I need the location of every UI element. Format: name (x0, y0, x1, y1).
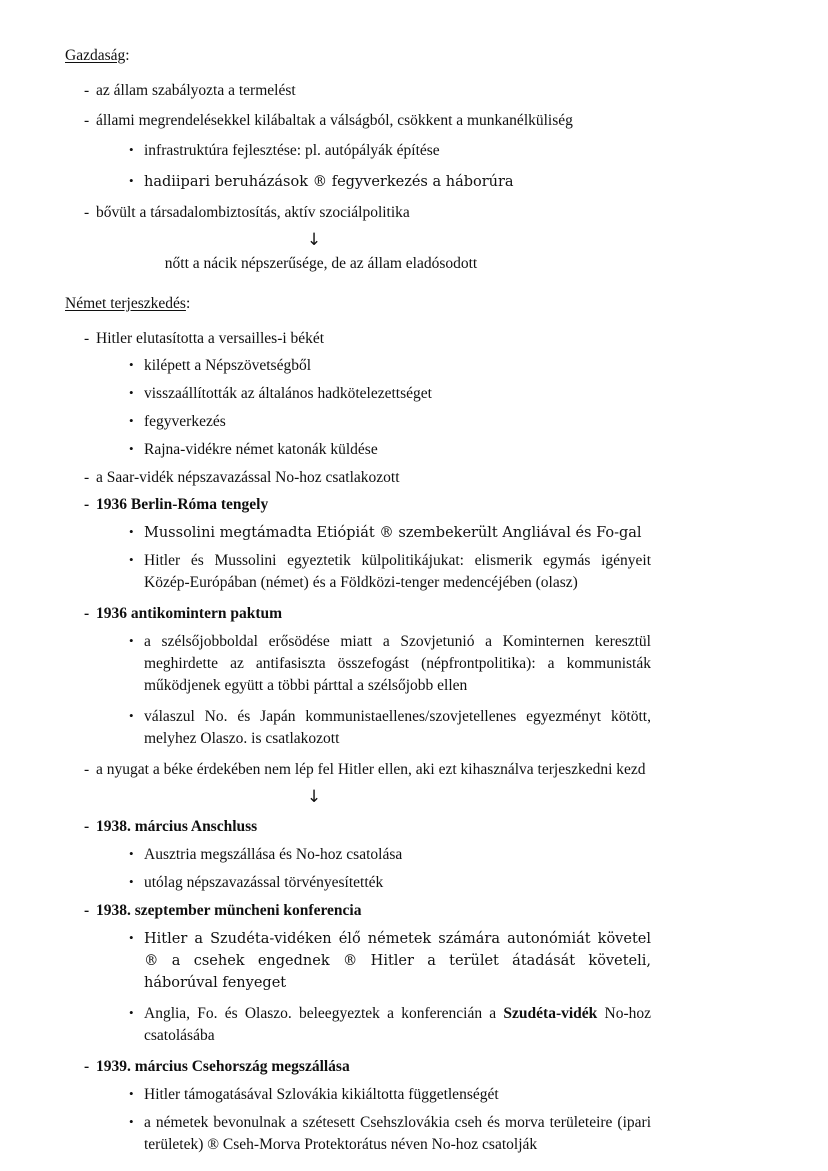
list-item-text: a szélsőjobboldal erősödése miatt a Szovjetunió a Kominternen keresztül meghirdette az antifasiszta összefogást (népfrontpolitika): a kommunisták működjenek együtt a többi párttal a szélsőjobb ellen (144, 633, 651, 694)
bullet-marker: • (129, 1114, 134, 1129)
bullet-marker: • (129, 357, 134, 372)
list-item-text: fegyverkezés (144, 413, 226, 430)
flow-arrow (65, 789, 651, 806)
section-heading-text: Gazdaság (65, 47, 126, 64)
bullet-marker: • (129, 1005, 134, 1020)
flow-arrow (65, 232, 651, 249)
list-item-heading (65, 1056, 651, 1077)
list-item-text: 1936 Berlin-Róma tengely (96, 496, 269, 513)
list-item-text: a nyugat a béke érdekében nem lép fel Hitler ellen, aki ezt kihasználva terjeszkedni kezd (96, 761, 646, 778)
list-item (65, 383, 651, 405)
bullet-marker: • (129, 930, 134, 945)
bullet-marker: • (129, 173, 134, 188)
list-item-text: 1938. március Anschluss (96, 818, 258, 835)
list-item (65, 706, 651, 750)
bullet-marker: • (129, 552, 134, 567)
bullet-marker: • (129, 524, 134, 539)
list-item (65, 355, 651, 377)
list-item-text-emphasis: Szudéta-vidék (503, 1005, 598, 1022)
list-item-text: visszaállították az általános hadkötelezettséget (144, 385, 432, 402)
dash-marker: - (84, 112, 90, 129)
list-item-text: válaszul No. és Japán kommunistaellenes/szovjetellenes egyezményt kötött, melyhez Olaszo. is csatlakozott (144, 708, 651, 747)
list-item-text: 1938. szeptember müncheni konferencia (96, 902, 362, 919)
dash-marker: - (84, 469, 90, 486)
list-item-text-pre: Anglia, Fo. és Olaszo. beleegyeztek a konferencián a (144, 1005, 504, 1022)
list-item (65, 844, 651, 866)
dash-marker: - (84, 82, 90, 99)
list-item (65, 522, 651, 544)
list-item (65, 171, 651, 193)
list-item (65, 1084, 651, 1106)
list-item-text: Hitler támogatásával Szlovákia kikiáltotta függetlenségét (144, 1086, 499, 1103)
bullet-marker: • (129, 846, 134, 861)
list-item (65, 411, 651, 433)
list-item-text: 1936 antikomintern paktum (96, 605, 283, 622)
list-item-text: a Saar-vidék népszavazással No-hoz csatlakozott (96, 469, 400, 486)
list-item (65, 439, 651, 461)
list-item (65, 631, 651, 697)
bullet-marker: • (129, 1086, 134, 1101)
dash-marker: - (84, 902, 90, 919)
list-item (65, 202, 651, 223)
down-arrow-icon: ↓ (306, 230, 322, 250)
list-item-text: Mussolini megtámadta Etiópiát ® szembekerült Angliával és Fo-gal (144, 525, 642, 541)
list-item (65, 1112, 651, 1156)
list-item-text: Hitler a Szudéta-vidéken élő németek számára autonómiát követel ® a csehek engednek ® Hitler a terület átadását követeli, háborúval fenyeget (144, 931, 651, 991)
list-item-text: a németek bevonulnak a szétesett Csehszlovákia cseh és morva területeire (ipari területek) ® Cseh-Morva Protektorátus néven No-hoz csatolják (144, 1114, 651, 1153)
section-heading-nemet-terjeszkedes (65, 294, 651, 314)
down-arrow-icon: ↓ (306, 787, 322, 807)
dash-marker: - (84, 1058, 90, 1075)
list-item (65, 328, 651, 349)
bullet-marker: • (129, 142, 134, 157)
list-item-heading (65, 494, 651, 515)
dash-marker: - (84, 496, 90, 513)
list-item-text: az állam szabályozta a termelést (96, 82, 296, 99)
section-conclusion: nőtt a nácik népszerűsége, de az állam eladósodott (164, 255, 478, 272)
dash-marker: - (84, 818, 90, 835)
list-item-text: kilépett a Népszövetségből (144, 357, 312, 374)
list-item-text: Hitler elutasította a versailles-i békét (96, 330, 325, 347)
dash-marker: - (84, 330, 90, 347)
list-item-text: utólag népszavazással törvényesítették (144, 874, 384, 891)
section-heading-colon: : (125, 47, 130, 64)
list-item (65, 550, 651, 594)
list-item-text: Rajna-vidékre német katonák küldése (144, 441, 378, 458)
bullet-marker: • (129, 441, 134, 456)
bullet-marker: • (129, 413, 134, 428)
document-content (65, 46, 651, 1165)
list-item (65, 80, 651, 101)
list-item (65, 140, 651, 162)
list-item (65, 759, 651, 780)
list-item-text: infrastruktúra fejlesztése: pl. autópályák építése (144, 142, 440, 159)
list-item (65, 1003, 651, 1047)
bullet-marker: • (129, 874, 134, 889)
list-item-text: 1939. március Csehország megszállása (96, 1058, 350, 1075)
dash-marker: - (84, 605, 90, 622)
list-item-heading (65, 900, 651, 921)
list-item-heading (65, 603, 651, 624)
dash-marker: - (84, 204, 90, 221)
section-heading-gazdasag (65, 46, 651, 66)
list-item (65, 110, 651, 131)
bullet-marker: • (129, 708, 134, 723)
list-item-text: állami megrendelésekkel kilábaltak a válságból, csökkent a munkanélküliség (96, 112, 573, 129)
list-item-text-post: No-hoz csatolásába (144, 1005, 651, 1044)
list-item-text: Hitler és Mussolini egyeztetik külpolitikájukat: elismerik egymás igényeit Közép-Európában (német) és a Földközi-tenger medencéjében (olasz) (144, 552, 651, 591)
bullet-marker: • (129, 385, 134, 400)
list-item-text: Ausztria megszállása és No-hoz csatolása (144, 846, 403, 863)
section-heading-text: Német terjeszkedés (65, 295, 186, 312)
list-item-heading (65, 816, 651, 837)
section-heading-colon: : (185, 295, 191, 312)
list-item (65, 467, 651, 488)
list-item-text: bővült a társadalombiztosítás, aktív szociálpolitika (96, 204, 410, 221)
list-item (65, 928, 651, 994)
dash-marker: - (84, 761, 90, 778)
list-item (65, 872, 651, 894)
bullet-marker: • (129, 633, 134, 648)
list-item-text: hadiipari beruházások ® fegyverkezés a háborúra (144, 174, 514, 190)
